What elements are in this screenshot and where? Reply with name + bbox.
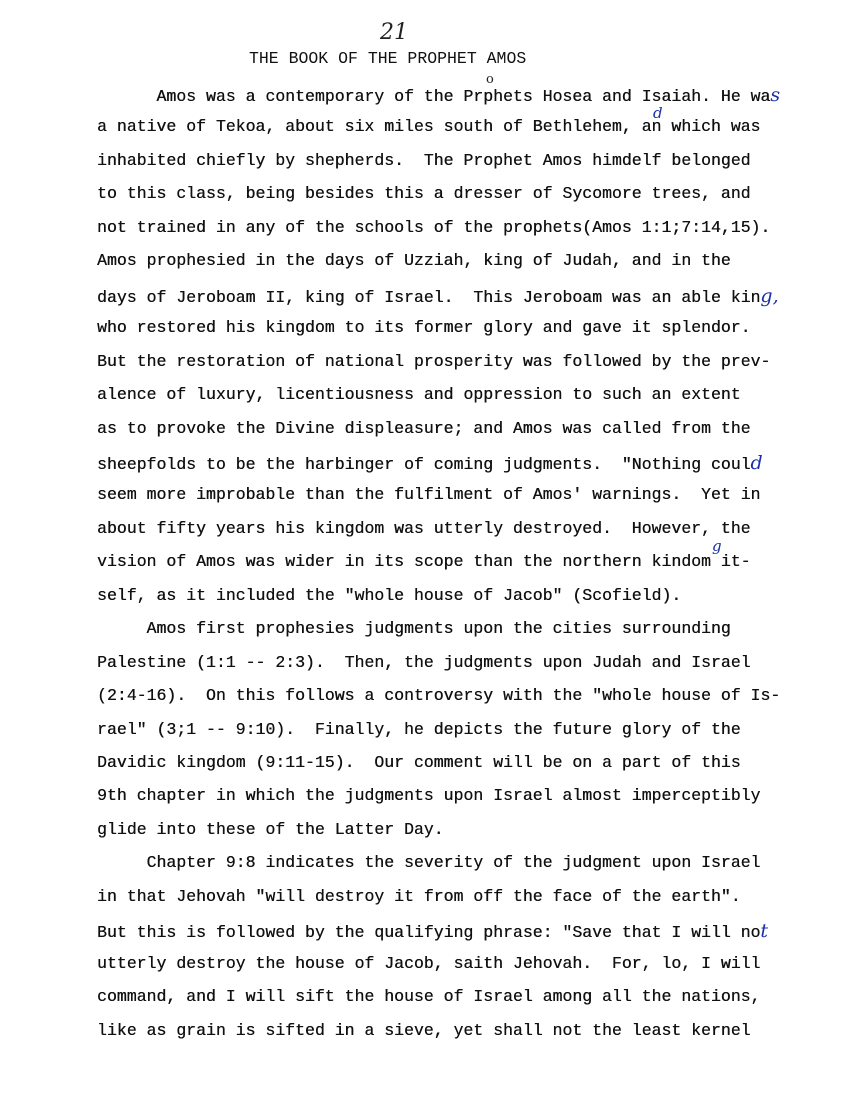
- text-line: [97, 853, 760, 872]
- text-line: [97, 820, 444, 839]
- typed-text: like as grain is sifted in a sieve, yet shall not the least kernel: [97, 1020, 751, 1040]
- typed-text: glide into these of the Latter Day.: [97, 819, 444, 839]
- page-number: 21: [380, 20, 408, 45]
- text-line: [97, 619, 731, 638]
- typed-text: But this is followed by the qualifying phrase: "Save that I will no: [97, 923, 761, 943]
- typed-text: But the restoration of national prosperity was followed by the prev-: [97, 351, 771, 371]
- text-line: [97, 1021, 751, 1040]
- typed-text: command, and I will sift the house of Israel among all the nations,: [97, 987, 761, 1007]
- typed-text: Amos first prophesies judgments upon the cities surrounding: [97, 619, 731, 639]
- text-line: [97, 352, 770, 371]
- typed-text: not trained in any of the schools of the prophets(Amos 1:1;7:14,15).: [97, 217, 771, 237]
- typed-text: utterly destroy the house of Jacob, saith Jehovah. For, lo, I will: [97, 953, 761, 973]
- typed-text: who restored his kingdom to its former glory and gave it splendor.: [97, 318, 751, 338]
- typed-text: Amos was a contemporary of the Prphets Hosea and Isaiah. He wa: [97, 87, 771, 106]
- text-line: [97, 552, 751, 571]
- insertion-mark: g: [712, 537, 722, 555]
- typed-text: Palestine (1:1 -- 2:3). Then, the judgments upon Judah and Israel: [97, 652, 751, 672]
- handwritten-correction: t: [760, 920, 769, 943]
- text-line: [97, 485, 760, 504]
- handwritten-correction: g,: [760, 284, 779, 307]
- insertion-mark: o: [486, 72, 494, 87]
- text-line: [97, 920, 768, 942]
- typed-text: self, as it included the "whole house of Jacob" (Scofield).: [97, 585, 682, 605]
- typed-text: Davidic kingdom (9:11-15). Our comment will be on a part of this: [97, 753, 741, 772]
- text-line: [97, 720, 741, 739]
- typed-text: inhabited chiefly by shepherds. The Prophet Amos himdelf belonged: [97, 150, 751, 170]
- text-line: [97, 954, 760, 973]
- text-line: [97, 753, 741, 772]
- typed-text: vision of Amos was wider in its scope than the northern kindom it-: [97, 552, 751, 572]
- text-line: [97, 653, 751, 672]
- typed-text: rael" (3;1 -- 9:10). Finally, he depicts the future glory of the: [97, 719, 741, 739]
- text-line: [97, 452, 763, 474]
- typed-text: 9th chapter in which the judgments upon Israel almost imperceptibly: [97, 786, 761, 806]
- text-line: [97, 887, 741, 906]
- handwritten-correction: s: [770, 84, 781, 106]
- typed-text: Amos prophesied in the days of Uzziah, king of Judah, and in the: [97, 251, 731, 271]
- typed-text: in that Jehovah "will destroy it from off the face of the earth".: [97, 886, 741, 906]
- text-line: [97, 251, 731, 270]
- text-line: [97, 318, 751, 337]
- typed-text: alence of luxury, licentiousness and oppression to such an extent: [97, 385, 741, 405]
- typed-text: seem more improbable than the fulfilment of Amos' warnings. Yet in: [97, 485, 761, 505]
- insertion-mark: d: [653, 104, 663, 122]
- typed-text: sheepfolds to be the harbinger of coming judgments. "Nothing coul: [97, 454, 751, 474]
- text-line: [97, 285, 779, 307]
- text-line: [97, 385, 741, 404]
- text-line: [97, 686, 780, 705]
- document-title: THE BOOK OF THE PROPHET AMOS: [249, 49, 527, 68]
- typed-text: (2:4-16). On this follows a controversy with the "whole house of Is-: [97, 686, 781, 706]
- typed-text: a native of Tekoa, about six miles south of Bethlehem, an which was: [97, 117, 761, 137]
- text-line: [97, 218, 770, 237]
- text-line: [97, 987, 760, 1006]
- text-line: [97, 151, 751, 170]
- typed-text: Chapter 9:8 indicates the severity of the judgment upon Israel: [97, 853, 761, 873]
- handwritten-correction: d: [750, 451, 763, 474]
- typed-text: days of Jeroboam II, king of Israel. This Jeroboam was an able kin: [97, 287, 761, 307]
- text-line: [97, 586, 681, 605]
- text-line: [97, 786, 760, 805]
- text-line: [97, 519, 751, 538]
- text-line: [97, 419, 751, 438]
- typed-text: to this class, being besides this a dresser of Sycomore trees, and: [97, 184, 751, 204]
- typed-text: as to provoke the Divine displeasure; and Amos was called from the: [97, 418, 751, 438]
- text-line: [97, 184, 751, 203]
- typed-text: about fifty years his kingdom was utterly destroyed. However, the: [97, 518, 751, 538]
- text-line: [97, 84, 780, 106]
